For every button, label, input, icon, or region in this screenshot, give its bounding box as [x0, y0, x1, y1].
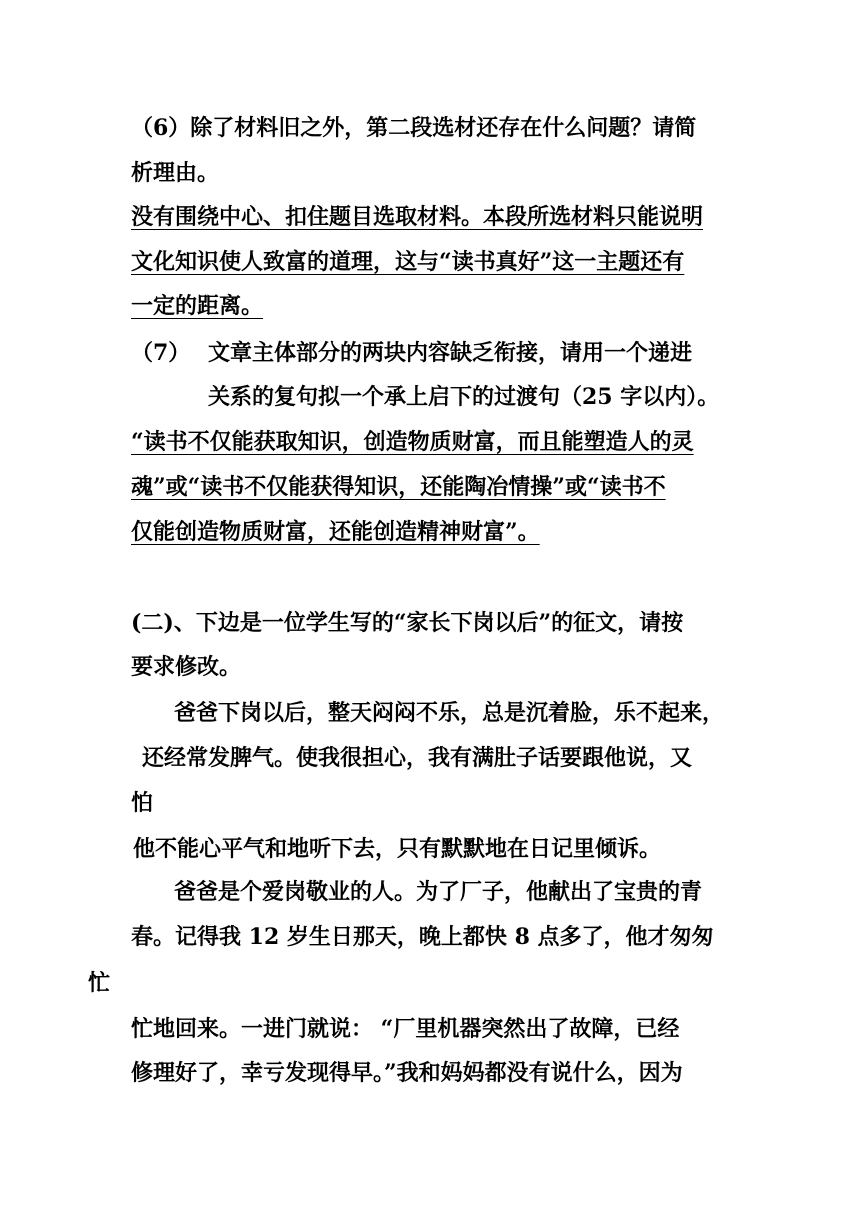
essay-line: 爸爸下岗以后，整天闷闷不乐，总是沉着脸，乐不起来，	[174, 700, 725, 726]
q7-number: （7）	[131, 340, 191, 366]
essay-line: 还经常发脾气。使我很担心，我有满肚子话要跟他说，又	[142, 745, 693, 771]
essay-line: 他不能心平气和地听下去，只有默默地在日记里倾诉。	[133, 836, 662, 862]
essay-line: 春。记得我 12 岁生日那天，晚上都快 8 点多了，他才匆匆	[131, 924, 714, 950]
essay-line: 忙地回来。一进门就说： “厂里机器突然出了故障，已经	[131, 1016, 680, 1042]
q7-answer-line-3: 仅能创造物质财富，还能创造精神财富”。	[131, 519, 540, 545]
essay-line: 爸爸是个爱岗敬业的人。为了厂子，他献出了宝贵的青	[174, 879, 703, 905]
q6-answer-line-2: 文化知识使人致富的道理，这与“读书真好”这一主题还有	[131, 249, 685, 275]
q6-line-1: （6）除了材料旧之外，第二段选材还存在什么问题？请简	[131, 115, 697, 141]
q6-line-2: 析理由。	[131, 160, 220, 186]
q7-answer-line-1: “读书不仅能获取知识，创造物质财富，而且能塑造人的灵	[131, 429, 694, 455]
q7-answer-line-2: 魂”或“读书不仅能获得知识，还能陶冶情操”或“读书不	[131, 474, 666, 500]
essay-line: 修理好了，幸亏发现得早。”我和妈妈都没有说什么，因为	[131, 1060, 683, 1086]
section-two-heading-line-2: 要求修改。	[131, 654, 242, 680]
q7-line-1: 文章主体部分的两块内容缺乏衔接，请用一个递进	[208, 340, 693, 366]
section-two-heading-line-1: (二)、下边是一位学生写的“家长下岗以后”的征文，请按	[131, 610, 684, 636]
q6-answer-line-3: 一定的距离。	[131, 293, 264, 319]
q7-line-2: 关系的复句拟一个承上启下的过渡句（25 字以内）。	[208, 384, 720, 410]
essay-line: 忙	[88, 970, 111, 996]
q6-answer-line-1: 没有围绕中心、扣住题目选取材料。本段所选材料只能说明	[131, 204, 704, 230]
essay-line: 怕	[131, 790, 154, 816]
